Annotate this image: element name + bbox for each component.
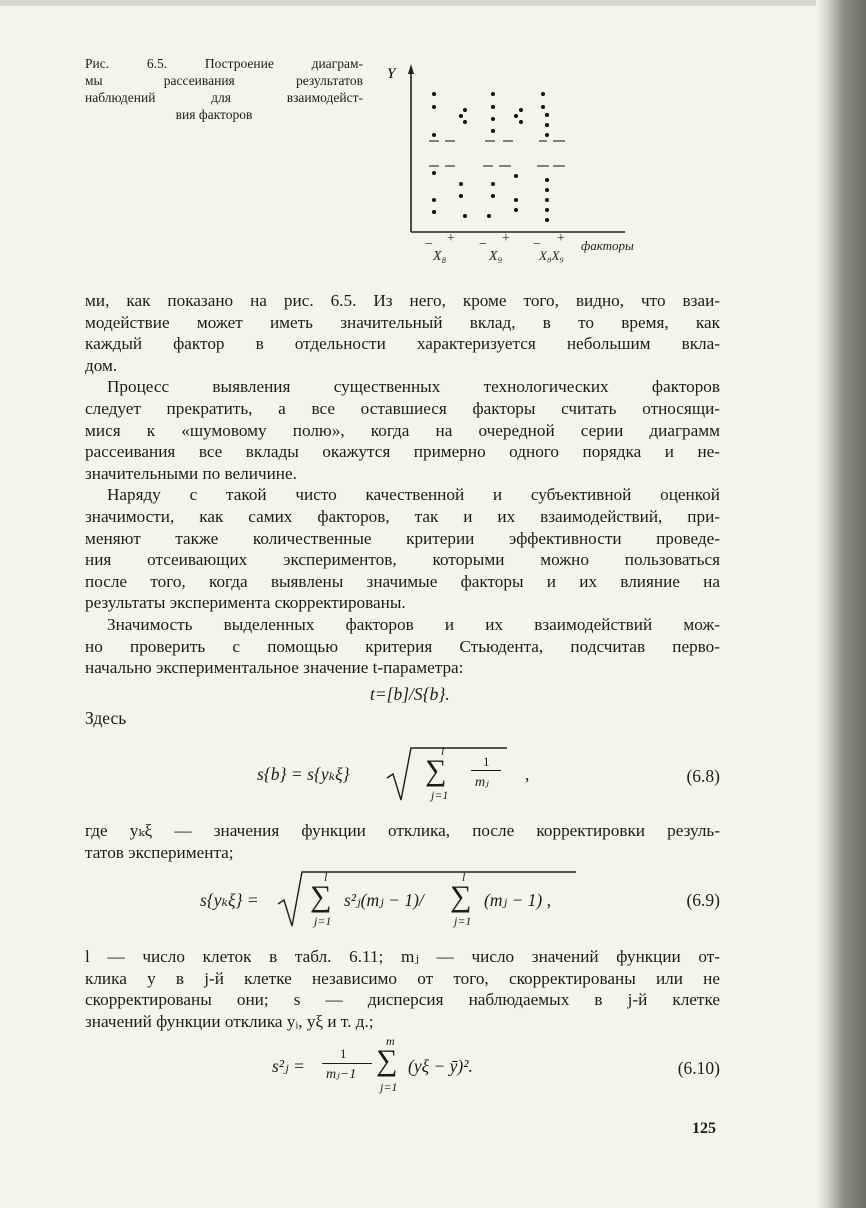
equation-6-10 — [272, 1032, 532, 1098]
paragraph — [85, 290, 720, 376]
paragraph — [85, 614, 720, 679]
y-axis-arrow — [408, 64, 414, 74]
paragraph — [85, 376, 720, 484]
caption-line: мы рассеивания результатов — [85, 73, 363, 88]
sum-top: l — [462, 870, 466, 884]
caption-line: вия факторов — [175, 107, 253, 122]
tick-label: X₈ — [433, 249, 447, 264]
sum-bottom: j=1 — [380, 1080, 398, 1094]
text-line: скорректированы они; s — дисперсия наблюдаемых в j-й клетке — [85, 990, 720, 1010]
tick-minus: − — [533, 237, 541, 252]
text-line: значительными по величине. — [85, 463, 297, 483]
sum-top: l — [324, 870, 328, 884]
mean-dashes — [429, 141, 565, 166]
eq-lhs: s{b} = s{yₖξ} — [257, 764, 350, 784]
main-text — [85, 290, 720, 679]
tick-minus: − — [425, 237, 433, 252]
frac-num: 1 — [483, 754, 490, 769]
frac-bar — [471, 770, 501, 771]
x-axis-label: факторы — [581, 238, 634, 253]
eq-term: (yξ − ȳ)². — [408, 1056, 473, 1076]
sum-bottom: j=1 — [454, 914, 472, 928]
text-line: значений функции отклика yᵢ, yξ и т. д.; — [85, 1011, 374, 1031]
eq-lhs: s²ⱼ = — [272, 1056, 305, 1076]
eq-term: s²ⱼ(mⱼ − 1)/ — [344, 890, 424, 910]
sum-bottom: j=1 — [431, 788, 449, 802]
sigma-icon: ∑ — [376, 1044, 398, 1077]
text-line: но проверить с помощью критерия Стьюдента, подсчитав перво- — [85, 636, 720, 656]
text-line: после того, когда выявлены значимые факторы и их влияние на — [85, 571, 720, 591]
text-line: l — число клеток в табл. 6.11; mⱼ — число значений функции от- — [85, 947, 720, 966]
y-axis-label: Y — [387, 66, 396, 82]
text-line: дом. — [85, 355, 118, 375]
equation-6-8 — [257, 744, 557, 804]
eq-lhs: s{yₖξ} = — [200, 890, 259, 910]
sum-bottom: j=1 — [314, 914, 332, 928]
text-line: следует прекратить, а все оставшиеся факторы считать относящи- — [85, 398, 720, 418]
text-line: клика y в j-й клетке независимо от того, скорректированы или не — [85, 968, 720, 988]
figure-caption — [85, 55, 363, 123]
word-zdes: Здесь — [85, 708, 127, 728]
tick-label: X₈X₉ — [539, 248, 564, 263]
sigma-icon: ∑ — [425, 754, 447, 787]
frac-num: 1 — [340, 1046, 347, 1061]
scatter-points — [432, 92, 549, 222]
text-line: татов эксперимента; — [85, 842, 234, 862]
scan-shadow — [816, 0, 866, 1208]
paragraph — [85, 484, 720, 614]
eq-tail: , — [525, 764, 530, 784]
text-line: где yₖξ — значения функции отклика, после корректировки резуль- — [85, 821, 720, 840]
tick-minus: − — [479, 237, 487, 252]
eq-number: (6.9) — [686, 890, 720, 910]
para-l — [85, 946, 720, 1032]
text-line: модействие может иметь значительный вклад, в то время, как — [85, 312, 720, 332]
text-line: рассеивания все вклады окажутся примерно одного порядка и не- — [85, 442, 720, 462]
sigma-icon: ∑ — [310, 880, 332, 913]
text-line: Наряду с такой чисто качественной и субъективной оценкой — [107, 485, 720, 505]
frac-den: mⱼ — [475, 775, 489, 790]
tick-plus: + — [502, 231, 510, 246]
tick-plus: + — [447, 231, 455, 246]
text-line: Процесс выявления существенных технологических факторов — [107, 377, 720, 397]
formula-t: t=[b]/S{b}. — [370, 684, 450, 704]
text-line: мися к «шумовому полю», когда на очередной серии диаграмм — [85, 420, 720, 440]
text-line: меняют также количественные критерии эффективности проведе- — [85, 528, 720, 548]
text-line: значимости, как самих факторов, так и их взаимодействий, при- — [85, 506, 720, 526]
eq-number: (6.8) — [686, 766, 720, 786]
caption-line: Рис. 6.5. Построение диаграм- — [85, 56, 363, 71]
text-line: результаты эксперимента скорректированы. — [85, 593, 406, 613]
page-number: 125 — [692, 1120, 716, 1137]
text-line: начально экспериментальное значение t-параметра: — [85, 658, 464, 678]
eq-term: (mⱼ − 1) , — [484, 890, 551, 910]
text-line: каждый фактор в отдельности характеризуется небольшим вкла- — [85, 334, 720, 354]
eq-number: (6.10) — [677, 1058, 720, 1078]
caption-line: наблюдений для взаимодейст- — [85, 90, 363, 105]
para-gde — [85, 820, 720, 863]
tick-plus: + — [557, 231, 565, 246]
text-line: ми, как показано на рис. 6.5. Из него, кроме того, видно, что взаи- — [85, 291, 720, 310]
text-line: ния отсеивающих экспериментов, которыми можно пользоваться — [85, 550, 720, 570]
scatter-diagram — [385, 60, 655, 270]
sum-top: m — [386, 1034, 395, 1048]
text-line: Значимость выделенных факторов и их взаимодействий мож- — [107, 614, 720, 634]
frac-bar — [322, 1063, 372, 1064]
sigma-icon: ∑ — [450, 880, 472, 913]
tick-label: X₉ — [489, 249, 503, 264]
equation-6-9 — [200, 866, 620, 932]
sum-top: l — [441, 744, 445, 758]
radical-sign — [385, 744, 515, 804]
frac-den: mⱼ−1 — [326, 1067, 357, 1082]
scan-top-edge — [0, 0, 866, 6]
